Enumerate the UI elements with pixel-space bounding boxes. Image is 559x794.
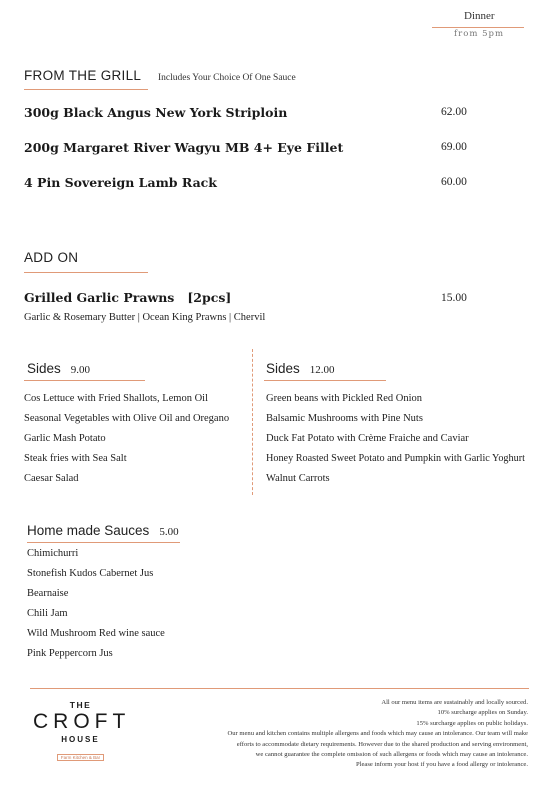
menu-title: Dinner xyxy=(464,10,495,22)
sauce-item: Chili Jam xyxy=(27,608,68,619)
grill-item-price: 60.00 xyxy=(441,176,467,188)
sauces-rule xyxy=(27,542,180,543)
sauce-item: Chimichurri xyxy=(27,548,79,559)
side-item: Walnut Carrots xyxy=(266,473,330,484)
grill-item-name: 300g Black Angus New York Striploin xyxy=(24,105,288,120)
side-item: Steak fries with Sea Salt xyxy=(24,453,127,464)
logo-house: HOUSE xyxy=(61,735,100,744)
sides-right-heading xyxy=(266,358,335,377)
footer-line: All our menu items are sustainably and locally sourced. xyxy=(381,699,528,706)
footer-line: 15% surcharge applies on public holidays. xyxy=(416,719,528,727)
sauces-heading xyxy=(27,520,179,539)
sauce-item: Stonefish Kudos Cabernet Jus xyxy=(27,568,154,579)
side-item: Green beans with Pickled Red Onion xyxy=(266,393,423,404)
sides-left-heading xyxy=(27,358,90,377)
sides-right-title: Sides xyxy=(266,361,300,376)
grill-item-price: 69.00 xyxy=(441,141,467,153)
sauce-item: Pink Peppercorn Jus xyxy=(27,648,113,659)
grill-item-price: 62.00 xyxy=(441,106,467,118)
column-divider xyxy=(252,349,253,495)
sauce-item: Bearnaise xyxy=(27,588,69,599)
footer-rule xyxy=(30,688,529,689)
sides-left-rule xyxy=(24,380,145,381)
grill-note: Includes Your Choice Of One Sauce xyxy=(158,73,296,83)
side-item: Cos Lettuce with Fried Shallots, Lemon Oil xyxy=(24,393,209,404)
sauces-title: Home made Sauces xyxy=(27,523,150,538)
side-item: Seasonal Vegetables with Olive Oil and Oregano xyxy=(24,413,230,424)
side-item: Balsamic Mushrooms with Pine Nuts xyxy=(266,413,423,424)
sides-left-price: 9.00 xyxy=(70,364,91,376)
addon-item-price: 15.00 xyxy=(441,292,467,304)
header-rule xyxy=(432,27,524,28)
addon-item-description: Garlic & Rosemary Butter | Ocean King Prawns | Chervil xyxy=(24,312,266,323)
logo-the: THE xyxy=(69,700,92,710)
logo-croft: CROFT xyxy=(33,710,131,733)
sides-right-rule xyxy=(264,380,386,381)
sauces-price: 5.00 xyxy=(159,526,179,538)
grill-title: FROM THE GRILL xyxy=(24,68,142,83)
sides-left-title: Sides xyxy=(27,361,61,376)
addon-item-name: Grilled Garlic Prawns [2pcs] xyxy=(24,290,232,305)
addon-title: ADD ON xyxy=(24,250,79,265)
footer-notes xyxy=(227,698,528,771)
footer-line: 10% surcharge applies on Sunday. xyxy=(437,709,528,717)
sauce-item: Wild Mushroom Red wine sauce xyxy=(27,628,165,639)
side-item: Duck Fat Potato with Crème Fraiche and Caviar xyxy=(266,433,469,444)
side-item: Honey Roasted Sweet Potato and Pumpkin with Garlic Yoghurt xyxy=(266,453,525,464)
footer-line: efforts to accommodate dietary requirements. However due to the shared production and serving environment, xyxy=(236,740,528,748)
logo-tagline: Farm Kitchen & Bar xyxy=(57,754,104,761)
croft-house-logo xyxy=(33,700,131,763)
addon-rule xyxy=(24,272,148,273)
side-item: Garlic Mash Potato xyxy=(24,433,106,444)
menu-subtitle: from 5pm xyxy=(454,29,504,39)
side-item: Caesar Salad xyxy=(24,473,79,484)
grill-item-name: 4 Pin Sovereign Lamb Rack xyxy=(24,175,217,190)
grill-rule xyxy=(24,89,148,90)
footer-line: Our menu and kitchen contains multiple allergens and foods which may cause an intolerance. Our team will make xyxy=(227,730,528,738)
sides-right-price: 12.00 xyxy=(309,364,335,376)
footer-line: we cannot guarantee the complete omission of such allergens or foods which may cause an intolerance. xyxy=(255,751,528,759)
footer-line: Please inform your host if you have a food allergy or intolerance. xyxy=(356,761,528,769)
grill-item-name: 200g Margaret River Wagyu MB 4+ Eye Fillet xyxy=(24,140,344,155)
